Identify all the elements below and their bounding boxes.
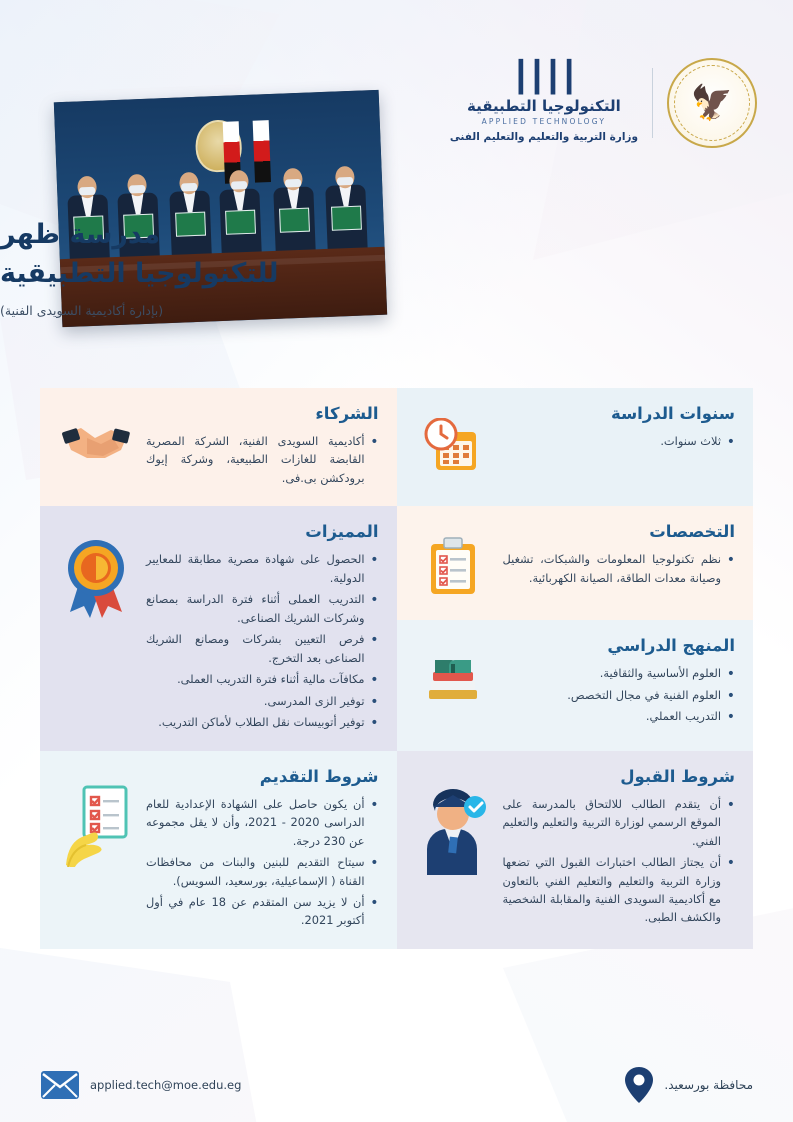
section-curriculum	[397, 620, 754, 750]
application-terms-list	[146, 795, 379, 930]
list-item: • أن لا يزيد سن المتقدم عن 18 عام في أول أكتوبر 2021.	[146, 893, 379, 930]
info-grid	[40, 388, 753, 949]
list-item: • أن يكون حاصل على الشهادة الإعدادية للعام الدراسى 2020 - 2021، وأن لا يقل مجموعه عن 230 درجة.	[146, 795, 379, 850]
award-ribbon-icon	[58, 522, 134, 620]
eagle-glyph: 🦅	[690, 83, 734, 123]
logo-divider	[652, 68, 653, 138]
books-icon	[415, 636, 491, 706]
partners-list	[146, 432, 379, 487]
list-item: • الحصول على شهادة مصرية مطابقة للمعايير الدولية.	[146, 550, 379, 587]
poster-header	[0, 0, 793, 380]
section-title-advantages: المميزات	[305, 522, 379, 542]
applied-tech-english: APPLIED TECHNOLOGY	[481, 117, 607, 126]
section-advantages	[40, 506, 397, 750]
seal-ring	[674, 65, 750, 141]
title-subtitle: (بإدارة أكاديمية السويدى الفنية)	[0, 303, 164, 319]
list-item: • توفير الزى المدرسى.	[146, 692, 379, 710]
envelope-icon[interactable]	[40, 1070, 80, 1100]
title-line-1: مدرسة ظهر	[0, 219, 161, 250]
section-title-curriculum: المنهج الدراسي	[607, 636, 735, 656]
section-specializations	[397, 506, 754, 620]
section-study-years	[397, 388, 754, 506]
title-line-2: للتكنولوجيا التطبيقية	[0, 258, 279, 290]
email-address[interactable]: applied.tech@moe.edu.eg	[90, 1078, 242, 1092]
section-partners	[40, 388, 397, 506]
section-title-application-terms: شروط التقديم	[259, 766, 379, 786]
section-title-specializations: التخصصات	[649, 522, 735, 542]
section-title-partners: الشركاء	[315, 404, 379, 423]
section-admission-terms	[397, 751, 754, 949]
specializations-list	[503, 550, 736, 587]
section-title-study-years: سنوات الدراسة	[610, 404, 735, 423]
list-item: • سيتاح التقديم للبنين والبنات من محافظات القناة ( الإسماعيلية، بورسعيد، السويس).	[146, 853, 379, 890]
calendar-clock-icon	[415, 404, 491, 474]
list-item: • التدريب العملي.	[503, 707, 736, 725]
poster-footer	[40, 1066, 753, 1104]
applied-tech-mark-icon: ┃┃┃┃	[511, 60, 577, 95]
ministry-name: وزارة التربية والتعليم والتعليم الفنى	[449, 131, 638, 143]
clipboard-checklist-icon	[415, 522, 491, 598]
map-pin-icon	[624, 1066, 654, 1104]
ministry-seal-icon	[667, 58, 757, 148]
email-block[interactable]	[40, 1070, 241, 1100]
applied-tech-arabic: التكنولوجيا التطبيقية	[467, 97, 621, 115]
advantages-list	[146, 550, 379, 731]
section-title-admission-terms: شروط القبول	[620, 766, 735, 786]
list-item: • نظم تكنولوجيا المعلومات والشبكات، تشغيل وصيانة معدات الطاقة، الصيانة الكهربائية.	[503, 550, 736, 587]
list-item: • التدريب العملى أثناء فترة الدراسة بمصانع وشركات الشريك الصناعى.	[146, 590, 379, 627]
location-block	[624, 1066, 753, 1104]
hand-checklist-icon	[58, 767, 134, 867]
page-title	[0, 215, 753, 318]
list-item: • أكاديمية السويدى الفنية، الشركة المصرية القابضة للغازات الطبيعية، وشركة إيوك برودكشن بى.فى.	[146, 432, 379, 487]
list-item: • توفير أتوبيسات نقل الطلاب لأماكن التدريب.	[146, 713, 379, 731]
applied-technology-logo	[449, 60, 638, 143]
section-application-terms	[40, 751, 397, 949]
curriculum-list	[503, 664, 736, 725]
list-item: • أن يجتاز الطالب اختبارات القبول التي تضعها وزارة التربية والتعليم والتعليم الفني بالتعاون مع أكاديمية السويدى الفنية والمقابلة الشخصية والكشف الطبى.	[503, 853, 736, 927]
student-verified-icon	[415, 767, 491, 877]
list-item: • مكافآت مالية أثناء فترة التدريب العملى.	[146, 670, 379, 688]
list-item: • ثلاث سنوات.	[503, 432, 736, 450]
study-years-list	[503, 432, 736, 450]
list-item: • العلوم الفنية في مجال التخصص.	[503, 686, 736, 704]
admission-terms-list	[503, 795, 736, 927]
list-item: • أن يتقدم الطالب للالتحاق بالمدرسة على الموقع الرسمي لوزارة التربية والتعليم والتعليم الفني.	[503, 795, 736, 850]
list-item: • فرص التعيين بشركات ومصانع الشريك الصناعى بعد التخرج.	[146, 630, 379, 667]
handshake-icon	[58, 404, 134, 468]
list-item: • العلوم الأساسية والثقافية.	[503, 664, 736, 682]
location-label: محافظة بورسعيد.	[664, 1078, 753, 1092]
